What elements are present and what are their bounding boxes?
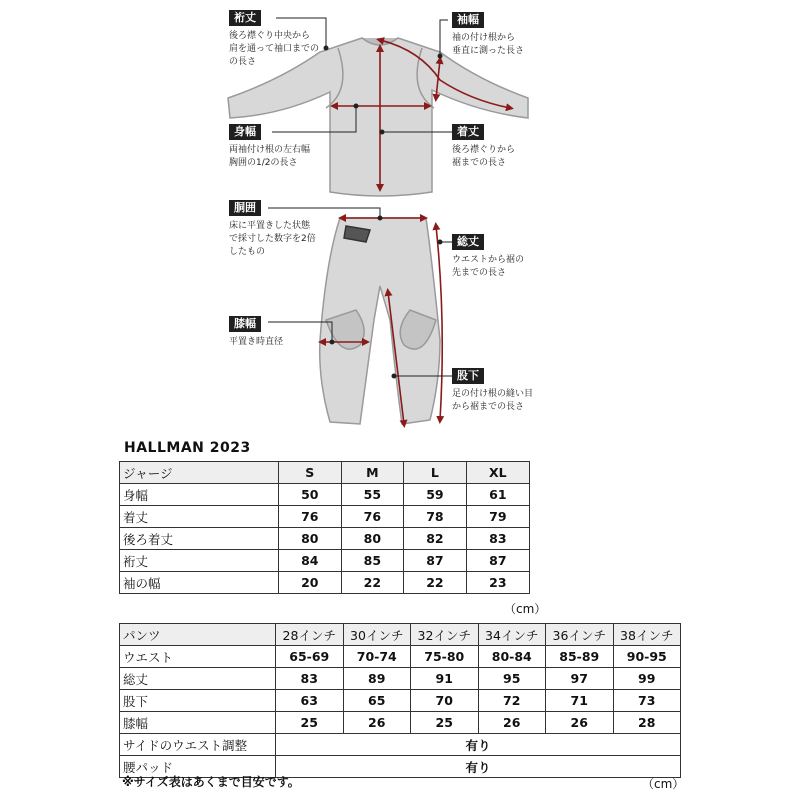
size-note: ※サイズ表はあくまで目安です。: [122, 775, 300, 789]
table-cell: 87: [404, 550, 467, 572]
table-cell: 83: [466, 528, 529, 550]
table-cell: 25: [411, 712, 479, 734]
table-cell: 有り: [276, 756, 681, 778]
table-cell: 有り: [276, 734, 681, 756]
header-cell: L: [404, 462, 467, 484]
table-cell: 26: [546, 712, 614, 734]
table-row: [120, 572, 530, 594]
table-cell: 80-84: [478, 646, 546, 668]
table-cell: 80: [279, 528, 342, 550]
table-cell: 84: [279, 550, 342, 572]
table-row: [120, 712, 681, 734]
table-cell: 59: [404, 484, 467, 506]
header-cell: ジャージ: [120, 462, 279, 484]
table-cell: 78: [404, 506, 467, 528]
callout-sodehaba: [452, 12, 524, 58]
callout-sodehaba-desc: 袖の付け根から 垂直に測った長さ: [452, 33, 525, 56]
table-cell: 76: [341, 506, 404, 528]
jersey-size-table: [119, 461, 530, 594]
callout-hizahaba-desc: 平置き時直径: [229, 337, 284, 347]
table-cell: 83: [276, 668, 344, 690]
row-label: 腰パッド: [120, 756, 276, 778]
header-cell: M: [341, 462, 404, 484]
table-cell: 22: [404, 572, 467, 594]
table-cell: 70-74: [343, 646, 411, 668]
table-cell: 82: [404, 528, 467, 550]
table-cell: 75-80: [411, 646, 479, 668]
table-cell: 26: [343, 712, 411, 734]
table-cell: 91: [411, 668, 479, 690]
table-cell: 73: [613, 690, 681, 712]
callout-yuki: [229, 10, 319, 69]
table-cell: 80: [341, 528, 404, 550]
row-label: 身幅: [120, 484, 279, 506]
header-cell: 30インチ: [343, 624, 411, 646]
callout-mihaba: [229, 124, 310, 170]
table-cell: 20: [279, 572, 342, 594]
table-cell: 87: [466, 550, 529, 572]
callout-matashita-tag: 股下: [452, 368, 484, 384]
header-cell: パンツ: [120, 624, 276, 646]
callout-doumawari: [229, 200, 316, 259]
callout-mihaba-tag: 身幅: [229, 124, 261, 140]
table-cell: 72: [478, 690, 546, 712]
table-cell: 70: [411, 690, 479, 712]
callout-yuki-desc: 後ろ襟ぐり中央から 肩を通って袖口までの の長さ: [229, 31, 320, 67]
table-row: [120, 690, 681, 712]
jersey-unit-label: （cm）: [504, 602, 547, 616]
table-cell: 65: [343, 690, 411, 712]
header-cell: 32インチ: [411, 624, 479, 646]
callout-kitake: [452, 124, 515, 170]
row-label: 裄丈: [120, 550, 279, 572]
callout-mihaba-desc: 両袖付け根の左右幅 胸囲の1/2の長さ: [229, 145, 311, 168]
callout-hizahaba: [229, 316, 283, 349]
callout-soutake: [452, 234, 524, 280]
row-label: 膝幅: [120, 712, 276, 734]
table-cell: 65-69: [276, 646, 344, 668]
callout-sodehaba-tag: 袖幅: [452, 12, 484, 28]
table-cell: 50: [279, 484, 342, 506]
product-title: HALLMAN 2023: [124, 440, 251, 456]
table-cell: 85-89: [546, 646, 614, 668]
table-cell: 95: [478, 668, 546, 690]
callout-doumawari-tag: 胴囲: [229, 200, 261, 216]
table-cell: 61: [466, 484, 529, 506]
row-label: ウエスト: [120, 646, 276, 668]
table-cell: 71: [546, 690, 614, 712]
table-cell: 99: [613, 668, 681, 690]
pants-size-table: [119, 623, 681, 778]
header-cell: 36インチ: [546, 624, 614, 646]
row-label: 股下: [120, 690, 276, 712]
row-label: 着丈: [120, 506, 279, 528]
table-cell: 90-95: [613, 646, 681, 668]
table-cell: 22: [341, 572, 404, 594]
header-cell: XL: [466, 462, 529, 484]
table-cell: 85: [341, 550, 404, 572]
table-header-row: [120, 462, 530, 484]
row-label: サイドのウエスト調整: [120, 734, 276, 756]
table-cell: 79: [466, 506, 529, 528]
table-row: [120, 734, 681, 756]
table-row: [120, 646, 681, 668]
table-cell: 26: [478, 712, 546, 734]
table-row: [120, 506, 530, 528]
callout-soutake-desc: ウエストから裾の 先までの長さ: [452, 255, 525, 278]
header-cell: 34インチ: [478, 624, 546, 646]
header-cell: S: [279, 462, 342, 484]
table-cell: 63: [276, 690, 344, 712]
header-cell: 28インチ: [276, 624, 344, 646]
table-cell: 97: [546, 668, 614, 690]
callout-doumawari-desc: 床に平置きした状態 で採寸した数字を2倍 したもの: [229, 221, 316, 257]
table-cell: 55: [341, 484, 404, 506]
table-row: [120, 550, 530, 572]
callout-matashita-desc: 足の付け根の縫い目 から裾までの長さ: [452, 389, 534, 412]
table-cell: 89: [343, 668, 411, 690]
row-label: 後ろ着丈: [120, 528, 279, 550]
table-row: [120, 668, 681, 690]
table-row: [120, 484, 530, 506]
callout-yuki-tag: 裄丈: [229, 10, 261, 26]
callout-matashita: [452, 368, 533, 414]
table-cell: 28: [613, 712, 681, 734]
table-row: [120, 528, 530, 550]
callout-soutake-tag: 総丈: [452, 234, 484, 250]
table-cell: 25: [276, 712, 344, 734]
table-cell: 23: [466, 572, 529, 594]
row-label: 袖の幅: [120, 572, 279, 594]
pants-unit-label: （cm）: [642, 777, 685, 791]
callout-hizahaba-tag: 膝幅: [229, 316, 261, 332]
callout-kitake-desc: 後ろ襟ぐりから 裾までの長さ: [452, 145, 516, 168]
table-cell: 76: [279, 506, 342, 528]
pants-illustration: [320, 218, 440, 424]
callout-kitake-tag: 着丈: [452, 124, 484, 140]
header-cell: 38インチ: [613, 624, 681, 646]
table-header-row: [120, 624, 681, 646]
row-label: 総丈: [120, 668, 276, 690]
